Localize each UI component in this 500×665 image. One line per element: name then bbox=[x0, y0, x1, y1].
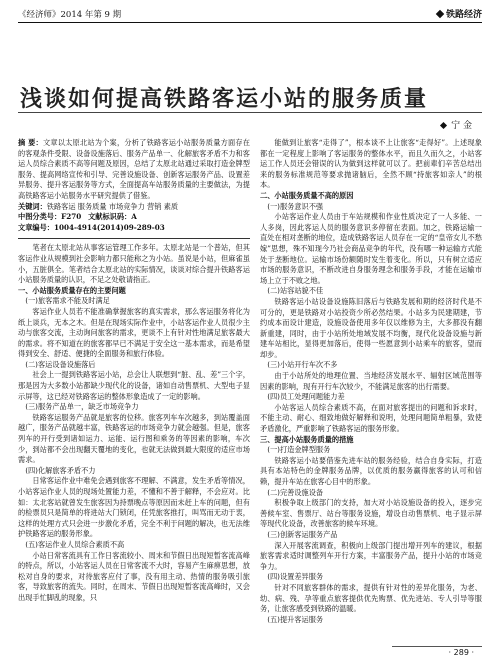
section-heading: 三、提高小站服务质量的措施 bbox=[260, 434, 354, 444]
article-title: 浅谈如何提高铁路客运小站的服务质量 bbox=[20, 87, 429, 112]
right-body bbox=[260, 138, 482, 625]
subsection-heading: (二)站容站貌不佳 bbox=[267, 286, 324, 296]
paragraph: 小站日常客流具有工作日客流较小、周末和节假日出现短暂客流高峰的特点，所以，小站客运人员在日常客流不大时，容易产生麻痹思想，放松对自身的要求，对待旅客应付了事，没有用主动、热情的服务吸引旅客，导致旅客的流失。同时，在周末、节假日出现短暂客流高峰时，又会出现手忙脚乱的现象，只 bbox=[18, 550, 250, 602]
left-body bbox=[18, 243, 250, 603]
paragraph: 针对不同旅客群体的需求，提供有针对性的差异化服务，为老、幼、病、残、孕等重点旅客提供优先购票、优先进站、专人引导等服务，让旅客感受到铁路的温暖。 bbox=[260, 582, 482, 614]
article-number-text: 文章编号：1004-4914(2014)09-289-03 bbox=[18, 222, 165, 232]
paragraph: 小站客运人员综合素质不高，在面对旅客提出的问题和诉求时，不能主动、耐心、细致地做好解释和说明，处理问题简单粗暴，致使矛盾激化，严重影响了铁路客运的服务形象。 bbox=[260, 402, 482, 434]
keywords-label: 关键词： bbox=[18, 201, 47, 211]
subsection-heading: (四)员工处理问题能力差 bbox=[267, 392, 345, 402]
page-number: · 289 · bbox=[448, 648, 474, 657]
section-label bbox=[437, 7, 482, 20]
journal-issue: 《经济师》2014 年第 9 期 bbox=[18, 10, 122, 20]
subsection-heading: (四)化解旅客矛盾不力 bbox=[25, 465, 96, 475]
header-rule bbox=[18, 22, 482, 23]
section-heading: 一、小站服务质量存在的主要问题 bbox=[18, 285, 126, 295]
subsection-heading: (二)完善设施设备 bbox=[267, 487, 324, 497]
subsection-heading: (五)客运作业人员综合素质不高 bbox=[25, 539, 125, 549]
abstract-label: 摘 要： bbox=[18, 138, 43, 147]
paragraph: 由于小站所处的地理位置、当地经济发展水平、辐射区域范围等因素的影响，现有开行车次较少，不能满足旅客的出行需要。 bbox=[260, 371, 482, 391]
abstract bbox=[18, 138, 250, 202]
right-column bbox=[260, 138, 482, 625]
diamond-icon bbox=[440, 122, 447, 129]
article-number bbox=[18, 223, 250, 234]
paragraph: 日常客运作业中难免会遇到旅客不理解、不满意，发生矛盾等情况，小站客运作业人员的现场处置能力差，不懂和不善于解释，不会应对。比如：太北客站就曾发生旅客因为持票晚点等原因而未赶上车的问题，但有的检票员只是简单的将进站大门锁闭，任凭旅客推打，叫骂而无动于衷，这样的处理方式只会进一步激化矛盾，完全不利于问题的解决，也无法维护铁路客运的服务形象。 bbox=[18, 476, 250, 539]
paragraph: 能做到让旅客“走得了”，根本谈不上让旅客“走得好”。上述现象都在一定程度上影响了客运服务的整体水平，而且久而久之，小站客运工作人员还会错误的认为做到这样就可以了。把前辈们辛苦总结出来的服务标准规范等要求抛诸脑后，全然不顾“持旅客如亲人”的根本。 bbox=[260, 138, 482, 190]
left-column bbox=[18, 138, 250, 604]
paragraph: 笔者在太原北站从事客运管理工作多年。太原北站是一个普站，但其客运作业从规模到社会影响力都只能称之为小站。虽说是小站，但麻雀虽小，五脏俱全。笔者结合太原北站的实际情况，谈谈对综合提升铁路客运小站服务质量的认识，不足之处敬请指正。 bbox=[18, 243, 250, 285]
classification bbox=[18, 212, 250, 223]
section-heading: 二、小站服务质量不高的原因 bbox=[260, 190, 354, 200]
doc-code: 文献标识码：A bbox=[88, 212, 137, 222]
abstract-block bbox=[18, 138, 250, 239]
paragraph: 积极争取上级部门的支持，加大对小站设施设备的投入，逐步完善候车室、售票厅、站台等服务设施，增设自动售票机、电子显示屏等现代化设备，改善旅客的候车环境。 bbox=[260, 498, 482, 529]
author-name: 宁 金 bbox=[451, 121, 472, 131]
subsection-heading: (一)旅客需求不能及时满足 bbox=[25, 296, 110, 306]
paragraph: 小站客运作业人员由于车站规模和作业性质决定了一人多能、一人多岗，因此客运人员的服务意识多停留在表面。加之，铁路运输一直处在相对垄断的地位，造成铁路客运人员存在一定的“皇帝女儿不愁嫁”思想，殊不知现今乃社会商品竞争的年代，没有哪一种运输方式能处于垄断地位。运输市场份额随时发生着变化。所以，只有树立适应市场的服务意识，不断改进自身服务理念和服务手段，才能在运输市场上立于不败之地。 bbox=[260, 212, 482, 285]
paragraph: 铁路客运服务产品就是旅客的位移。旅客列车车次越多，到站覆盖面越广，服务产品就越丰富，铁路客运的市场竞争力就会越强。但是，旅客列车的开行受到诸如运力、运能、运行图和乘务的等因素的影响，车次少，到站都不会出现翻天覆地的变化，也就无法做到最大限度的适应市场需求。 bbox=[18, 412, 250, 465]
subsection-heading: (四)设置差异服务 bbox=[267, 572, 324, 582]
paragraph: 社会上一提到铁路客运小站，总会让人联想到“脏、乱、差”三个字，那是因为大多数小站都缺少现代化的设备，诸如自动售票机、大型电子显示屏等，这已经对铁路客运的整体形象造成了一定的影响。 bbox=[18, 370, 250, 401]
subsection-heading: (三)创新客运服务产品 bbox=[267, 529, 338, 539]
diamond-icon bbox=[436, 9, 444, 17]
paragraph: 铁路客运小站要借鉴先进车站的服务经验，结合自身实际，打造具有本站特色的金牌服务品牌，以优质的服务赢得旅客的认可和信赖，提升车站在旅客心目中的形象。 bbox=[260, 455, 482, 486]
paragraph: 铁路客运小站设备设施陈旧落后与铁路发展和期的经济时代是不可分的，更是铁路对小站投资少所必然结果。小站多为民建期建，节约成本而设计建造，设施设备使用多年仅以维修为主，大多都没有翻新重建，同时，由于小站所处地域发展不均衡，现代化设备设施与新建车站相比，显得更加落后，使得一些愿意到小站乘车的旅客，望而却步。 bbox=[260, 296, 482, 359]
author bbox=[441, 118, 472, 131]
paragraph: 客运作业人员若不能准确掌握旅客的真实需求，那么客运服务将化为纸上谈兵，无本之木。但是在现场实际作业中，小站客运作业人员很少主动与旅客交流，主动询问旅客的需求，更谈不上有针对性地满足旅客最大的需求。将不知道在的旅客都早已不满足于安全这一基本需求，而是希望得到安全、舒适、便捷的全面服务和旅行体验。 bbox=[18, 306, 250, 359]
subsection-heading: (五)提升客运服务 bbox=[267, 614, 324, 624]
subsection-heading: (一)打造金牌型服务 bbox=[267, 445, 331, 455]
keywords bbox=[18, 202, 250, 213]
section-label-text: 铁路经济 bbox=[445, 10, 482, 20]
subsection-heading: (一)服务意识不强 bbox=[267, 201, 324, 211]
subsection-heading: (三)服务产品单一，缺乏市场竞争力 bbox=[25, 402, 139, 412]
subsection-heading: (三)小站开行车次不多 bbox=[267, 360, 338, 370]
clc-code: 中图分类号：F270 bbox=[18, 212, 82, 222]
paragraph: 深入开展客流调查，积极向上级部门提出增开列车的建议，根据旅客需求适时调整列车开行方案，丰富服务产品，提升小站的市场竞争力。 bbox=[260, 540, 482, 571]
keywords-text: 铁路客运 服务质量 市场竞争力 营销 素质 bbox=[46, 201, 179, 211]
title-rule bbox=[18, 112, 482, 113]
footer-rule bbox=[392, 646, 482, 647]
abstract-text: 文章以太原北站为个案，分析了铁路客运小站服务质量方面存在的客观条件受限、设备设施落后、服务产品单一、化解旅客矛盾不力和客运人员综合素质不高等问题及原因，总结了太原北站通过采取打造金牌型服务、提高网络宣传和引导、完善设施设备、创新客运服务产品、设置差异服务、提升客运服务等方式，全面提高车站服务质量的主要做法，为提高铁路客运小站服务水平研究提供了借鉴。 bbox=[18, 138, 250, 200]
subsection-heading: (二)客运设备设施落后 bbox=[25, 359, 96, 369]
